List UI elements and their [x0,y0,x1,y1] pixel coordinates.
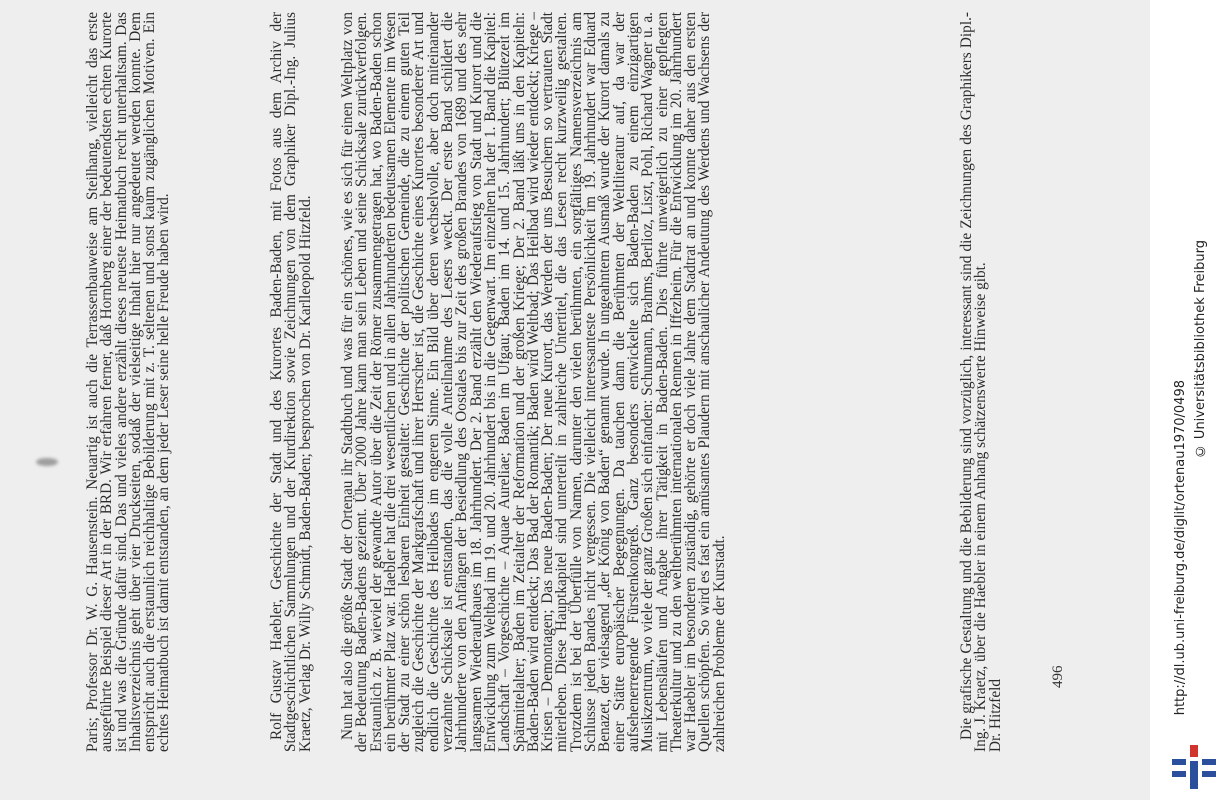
ub-freiburg-logo-icon [1172,745,1216,789]
copyright-notice: © Universitätsbibliothek Freiburg [1193,240,1208,459]
paragraph-baden-baden-review: Nun hat also die größte Stadt der Ortenau ihr Stadtbuch und was für ein schönes, wie es sich für einen Weltplatz von der Bedeutung Baden-Badens geziemt. Über 2000 Jahre kann man sein Leben und seine Schicksale zurückverfolgen. Erstaunlich z. B. wieviel der gewandte Autor über die Zeit der Römer zusammengetragen hat, wo Baden-Baden schon ein berühmter Platz war. Haebler hat die drei wesentlichen und in allen Jahrhunderten bedeutsamen Elemente im Wesen der Stadt zu einer schön lesbaren Einheit gestaltet: Geschichte der politischen Gemeinde, die zu einem guten Teil zugleich die Geschichte der Markgrafschaft und ihrer Herrscher ist, die Geschichte eines Kurortes besonderer Art und endlich die Geschichte des Heilbades im engeren Sinne. Ein Bild über deren wechselvolle, aber doch miteinander verzahnte Schicksale ist entstanden, das die volle Anteilnahme des Lesers weckt. Der erste Band schildert die Jahrhunderte von den Anfängen der Besiedlung des Oostales bis zur Zeit des großen Brandes von 1689 und des sehr langsamen Wiederaufbaues im 18. Jahrhundert. Der 2. Band erzählt den Wiederaufstieg von Stadt und Kurort und die Entwicklung zum Weltbad im 19. und 20. Jahrhundert bis in die Gegenwart. Im einzelnen hat der 1. Band die Kapitel: Landschaft – Vorgeschichte – Aquae Aureliae; Baden im Ufgau; Baden im 14. und 15. Jahrhundert; Blütezeit im Spätmittelalter; Baden im Zeitalter der Reformation und der großen Kriege; Der 2. Band läßt uns in den Kapiteln: Baden-Baden wird entdeckt; Das Bad der Romantik; Baden wird Weltbad; Das Heilbad wird wieder entdeckt; Kriege – Krisen – Demontagen; Das neue Baden-Baden; Der neue Kurort, das Werden der uns Besuchern so vertrauten Stadt miterleben. Diese Hauptkapitel sind unterteilt in zahlreiche Untertitel, die das Lesen recht kurzweilig gestalten. Trotzdem ist bei der Überfülle von Namen, darunter den vielen berühmten, ein sorgfältiges Namensverzeichnis am Schlusse jeden Bandes nicht vergessen. Die vielleicht interessanteste Persönlichkeit im 19. Jahrhundert war Eduard Benazet, der vielsagend „der König von Baden“ genannt wurde. In ungeahntem Ausmaß wurde der Kurort damals zu einer Stätte europäischer Begegnungen. Da tauchen dann die Berühmten der Weltliteratur auf, da war der aufsehenerregende Fürstenkongreß. Ganz besonders entwickelte sich Baden-Baden zu einem einzigartigen Musikzentrum, wo viele der ganz Großen sich einfanden: Schumann, Brahms, Berlioz, Liszt, Pohl, Richard Wagner u. a. mit Lebensläufen und Angabe ihrer Tätigkeit in Baden-Baden. Dies führte unweigerlich zu einer gepflegten Theaterkultur und zu den weltberühmten internationalen Rennen in Iffezheim. Für die Entwicklung im 20. Jahrhundert war Haebler im besonderen zuständig, gehörte er doch viele Jahre dem Stadtrat an und konnte daher aus den ersten Quellen schöpfen. So wird es fast ein amüsantes Plaudern mit anschaulicher Andeutung des Werdens und Wachsens der zahlreichen Probleme der Kurstadt. [339,12,728,752]
paragraph-book-citation: Rolf Gustav Haebler, Geschichte der Stadt und des Kurortes Baden-Baden, mit Fotos aus dem Archiv der Stadtgeschichtlichen Sammlungen und der Kurdirektion sowie Zeichnungen von dem Graphiker Dipl.-Ing. Julius Kraetz, Verlag Dr. Willy Schmidt, Baden-Baden; besprochen von Dr. Karlleopold Hitzfeld. [268,12,314,752]
closing-section [960,12,1003,752]
paragraph-hornberg-review: Paris; Professor Dr. W. G. Hausenstein. Neuartig ist auch die Terrassenbauweise am Steilhang, vielleicht das erste ausgeführte Beispiel dieser Art in der BRD. Wir erfahren ferner, daß Hornberg einer der bedeutendsten echten Kurorte ist und was die Gründe dafür sind. Das und vieles andere erzählt dieses neueste Heimatbuch recht unterhaltsam. Das Inhaltsverzeichnis geht über vier Druckseiten, sodaß der vielseitige Inhalt hier nur angedeutet werden konnte. Dem entspricht auch die erstaunlich reichhaltige Bebilderung mit z. T. seltenen und sonst kaum zugänglichen Motiven. Ein echtes Heimatbuch ist damit entstanden, an dem jeder Leser seine helle Freude haben wird. [84,12,173,752]
paragraph-graphics-note: Die grafische Gestaltung und die Bebilderung sind vorzüglich, interessant sind die Zeichnungen des Graphikers Dipl.-Ing. J. Kraetz, über die Haebler in einem Anhang schätzenswerte Hinweise gibt. [958,12,990,752]
source-url-link[interactable]: http://dl.ub.uni-freiburg.de/diglit/ortenau1970/0498 [1173,380,1188,716]
page-number: 496 [1050,665,1066,688]
reviewer-signature: Dr. Hitzfeld [986,678,1004,752]
